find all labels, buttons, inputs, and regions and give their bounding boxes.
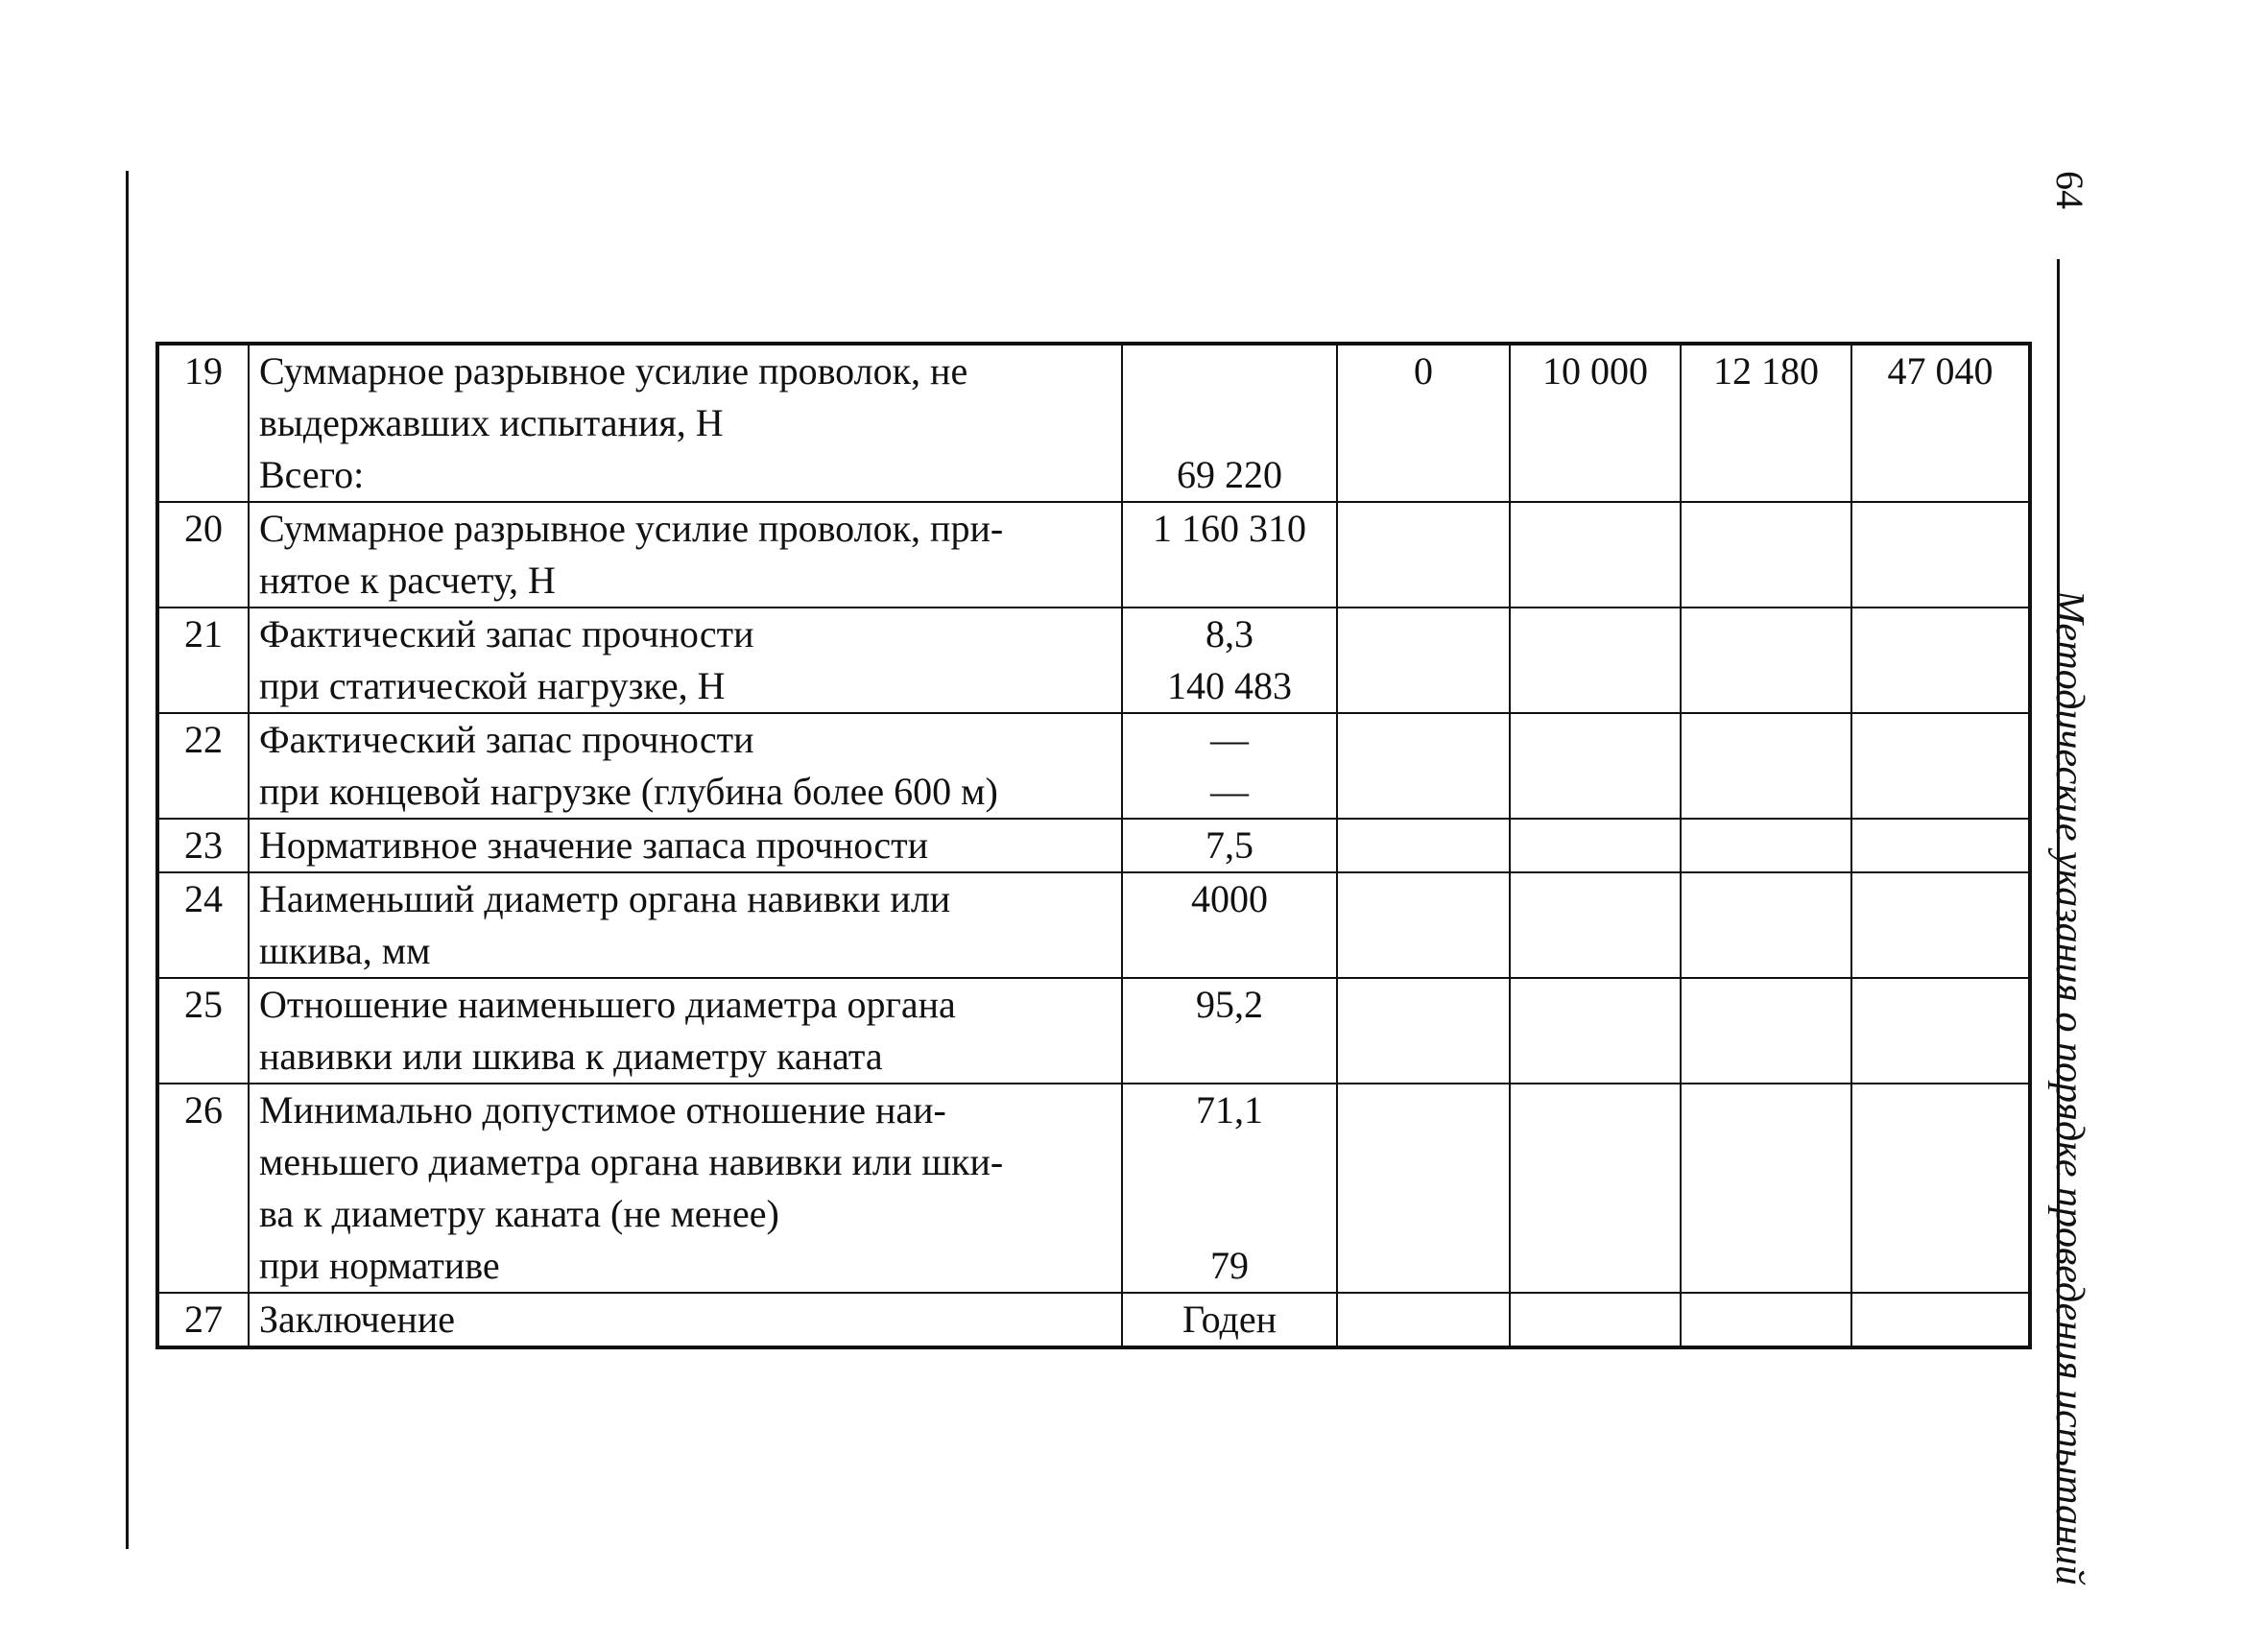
extra-column-cell bbox=[1510, 1293, 1681, 1347]
description-line: при статической нагрузке, Н bbox=[259, 664, 726, 707]
extra-column-cell bbox=[1851, 872, 2030, 978]
row-number: 20 bbox=[157, 502, 249, 608]
extra-column-cell bbox=[1681, 978, 1851, 1084]
parameter-description bbox=[249, 872, 1122, 978]
description-line: навивки или шкива к диаметру каната bbox=[259, 1035, 883, 1078]
table-row bbox=[157, 344, 2030, 502]
value-line: 95,2 bbox=[1196, 983, 1263, 1026]
description-line: Минимально допустимое отношение наи- bbox=[259, 1088, 946, 1132]
value-line: 79 bbox=[1210, 1244, 1249, 1287]
value-line bbox=[1133, 397, 1326, 449]
extra-column-cell: 47 040 bbox=[1851, 344, 2030, 502]
table-body bbox=[157, 344, 2030, 1347]
table-row bbox=[157, 502, 2030, 608]
extra-column-cell bbox=[1510, 608, 1681, 713]
extra-column-cell bbox=[1681, 502, 1851, 608]
extra-column-cell bbox=[1851, 819, 2030, 872]
extra-column-cell bbox=[1510, 713, 1681, 819]
description-line: при концевой нагрузке (глубина более 600 м) bbox=[259, 770, 998, 813]
parameter-value bbox=[1122, 713, 1337, 819]
parameter-value bbox=[1122, 608, 1337, 713]
extra-column-cell bbox=[1681, 1084, 1851, 1293]
parameter-value bbox=[1122, 344, 1337, 502]
table-row bbox=[157, 608, 2030, 713]
description-line: Наименьший диаметр органа навивки или bbox=[259, 877, 951, 920]
description-line: Нормативное значение запаса прочности bbox=[259, 823, 928, 867]
value-line: 1 160 310 bbox=[1153, 507, 1306, 550]
parameter-value bbox=[1122, 872, 1337, 978]
value-line bbox=[1133, 1031, 1326, 1083]
value-line bbox=[1133, 925, 1326, 977]
extra-column-cell bbox=[1337, 502, 1510, 608]
parameter-value bbox=[1122, 502, 1337, 608]
parameter-value bbox=[1122, 1293, 1337, 1347]
extra-column-cell bbox=[1851, 502, 2030, 608]
description-line: нятое к расчету, Н bbox=[259, 559, 556, 602]
row-number: 24 bbox=[157, 872, 249, 978]
parameter-value bbox=[1122, 1084, 1337, 1293]
value-line: 140 483 bbox=[1167, 664, 1292, 707]
description-line: шкива, мм bbox=[259, 929, 431, 972]
extra-column-cell: 12 180 bbox=[1681, 344, 1851, 502]
description-line: при нормативе bbox=[259, 1244, 500, 1287]
extra-column-cell bbox=[1681, 1293, 1851, 1347]
description-line: Фактический запас прочности bbox=[259, 718, 754, 761]
row-number: 25 bbox=[157, 978, 249, 1084]
parameter-value bbox=[1122, 978, 1337, 1084]
extra-column-cell bbox=[1681, 819, 1851, 872]
extra-column-cell bbox=[1337, 1293, 1510, 1347]
extra-column-cell bbox=[1851, 608, 2030, 713]
parameter-description bbox=[249, 344, 1122, 502]
value-line: 4000 bbox=[1191, 877, 1268, 920]
value-line: — bbox=[1210, 770, 1249, 813]
extra-column-cell bbox=[1851, 1084, 2030, 1293]
parameter-description bbox=[249, 819, 1122, 872]
page-number: 64 bbox=[2048, 171, 2091, 209]
value-line: 69 220 bbox=[1177, 453, 1282, 496]
table-row bbox=[157, 978, 2030, 1084]
extra-column-cell bbox=[1510, 502, 1681, 608]
parameter-description bbox=[249, 502, 1122, 608]
row-number: 26 bbox=[157, 1084, 249, 1293]
value-line: 7,5 bbox=[1206, 823, 1253, 867]
value-line: — bbox=[1210, 718, 1249, 761]
extra-column-cell bbox=[1337, 978, 1510, 1084]
extra-column-cell bbox=[1681, 872, 1851, 978]
extra-column-cell bbox=[1337, 713, 1510, 819]
running-title: Методические указания о порядке проведения испытаний bbox=[2047, 590, 2091, 1585]
extra-column-cell bbox=[1851, 978, 2030, 1084]
parameter-description bbox=[249, 978, 1122, 1084]
table-row bbox=[157, 872, 2030, 978]
extra-column-cell bbox=[1851, 1293, 2030, 1347]
row-number: 22 bbox=[157, 713, 249, 819]
table-row bbox=[157, 1084, 2030, 1293]
parameter-description bbox=[249, 608, 1122, 713]
extra-column-cell bbox=[1337, 608, 1510, 713]
description-line: выдержавших испытания, Н bbox=[259, 401, 724, 444]
parameter-description bbox=[249, 1293, 1122, 1347]
extra-column-cell bbox=[1337, 872, 1510, 978]
parameter-description bbox=[249, 1084, 1122, 1293]
extra-column-cell bbox=[1510, 1084, 1681, 1293]
row-number: 23 bbox=[157, 819, 249, 872]
extra-column-cell bbox=[1510, 819, 1681, 872]
row-number: 27 bbox=[157, 1293, 249, 1347]
description-line: Отношение наименьшего диаметра органа bbox=[259, 983, 956, 1026]
value-line bbox=[1133, 555, 1326, 607]
row-number: 21 bbox=[157, 608, 249, 713]
description-line: Всего: bbox=[259, 453, 365, 496]
parameter-description bbox=[249, 713, 1122, 819]
extra-column-cell bbox=[1681, 608, 1851, 713]
row-number: 19 bbox=[157, 344, 249, 502]
results-table bbox=[155, 342, 2032, 1349]
description-line: Заключение bbox=[259, 1298, 455, 1341]
left-margin-rule bbox=[126, 171, 129, 1549]
extra-column-cell bbox=[1851, 713, 2030, 819]
value-line: 8,3 bbox=[1206, 612, 1253, 655]
extra-column-cell bbox=[1337, 1084, 1510, 1293]
value-line bbox=[1133, 345, 1326, 397]
extra-column-cell: 0 bbox=[1337, 344, 1510, 502]
table-row bbox=[157, 713, 2030, 819]
extra-column-cell bbox=[1510, 978, 1681, 1084]
description-line: меньшего диаметра органа навивки или шки- bbox=[259, 1140, 1004, 1183]
table-row bbox=[157, 1293, 2030, 1347]
extra-column-cell bbox=[1510, 872, 1681, 978]
extra-column-cell bbox=[1337, 819, 1510, 872]
description-line: Суммарное разрывное усилие проволок, при- bbox=[259, 507, 1004, 550]
parameter-value bbox=[1122, 819, 1337, 872]
table-row bbox=[157, 819, 2030, 872]
value-line: 71,1 bbox=[1196, 1088, 1263, 1132]
value-line bbox=[1133, 1188, 1326, 1240]
description-line: Суммарное разрывное усилие проволок, не bbox=[259, 349, 968, 393]
extra-column-cell bbox=[1681, 713, 1851, 819]
value-line: Годен bbox=[1182, 1298, 1277, 1341]
description-line: Фактический запас прочности bbox=[259, 612, 754, 655]
description-line: ва к диаметру каната (не менее) bbox=[259, 1192, 779, 1235]
extra-column-cell: 10 000 bbox=[1510, 344, 1681, 502]
value-line bbox=[1133, 1136, 1326, 1188]
